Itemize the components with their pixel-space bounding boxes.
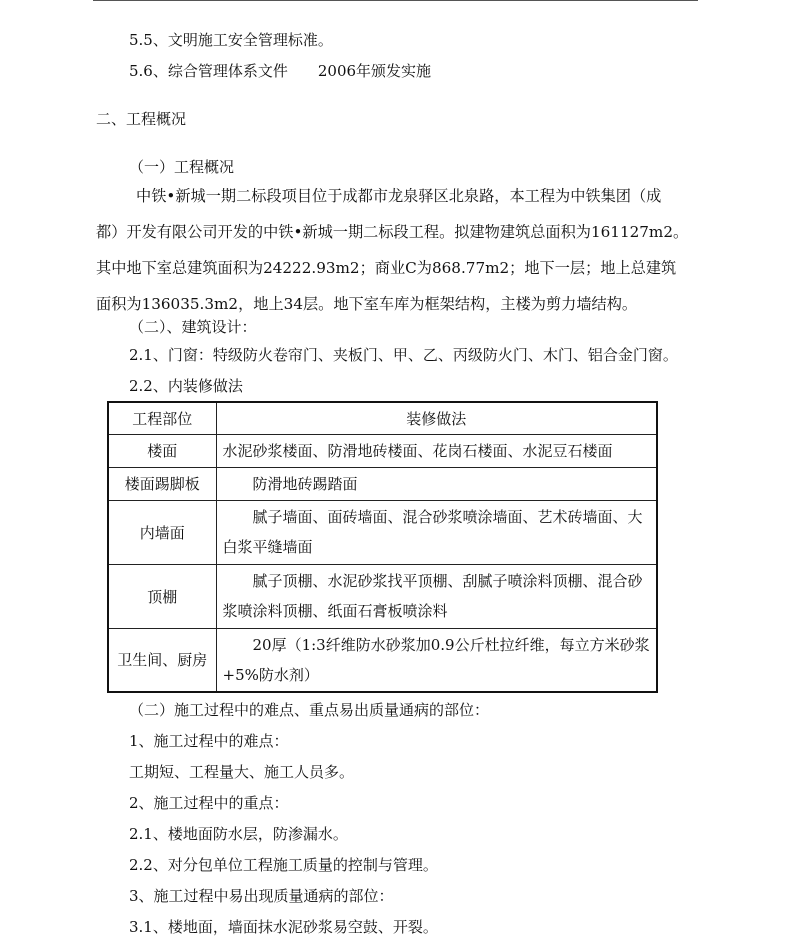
item-2-key-points: 2、施工过程中的重点：	[129, 794, 289, 812]
table-row	[108, 564, 657, 628]
header-method: 装修做法	[216, 402, 657, 434]
item-2-2-interior-finish: 2.2、内装修做法	[129, 377, 243, 395]
difficulties-text: 工期短、工程量大、施工人员多。	[129, 763, 355, 781]
cell-method: 腻子顶棚、水泥砂浆找平顶棚、刮腻子喷涂料顶棚、混合砂浆喷涂料顶棚、纸面石膏板喷涂料	[216, 564, 657, 628]
cell-part: 卫生间、厨房	[108, 628, 216, 692]
subsection-heading-design: （二）、建筑设计：	[129, 318, 257, 336]
item-1-difficulties: 1、施工过程中的难点：	[129, 732, 289, 750]
overview-line: 都）开发有限公司开发的中铁•新城一期二标段工程。拟建物建筑总面积为161127m2。	[96, 223, 689, 241]
table-row	[108, 434, 657, 467]
cell-part: 楼面踢脚板	[108, 467, 216, 500]
table-row	[108, 467, 657, 500]
cell-part: 内墙面	[108, 500, 216, 564]
overview-line: 其中地下室总建筑面积为24222.93m2；商业C为868.77m2；地下一层；地上总建筑	[96, 259, 677, 277]
subsection-heading-overview: （一）工程概况	[129, 158, 235, 176]
section-heading-overview: 二、工程概况	[96, 110, 187, 128]
table-row	[108, 628, 657, 692]
item-2-2: 2.2、对分包单位工程施工质量的控制与管理。	[129, 856, 438, 874]
item-3-common-defects: 3、施工过程中易出现质量通病的部位：	[129, 887, 394, 905]
item-3-1: 3.1、楼地面，墙面抹水泥砂浆易空鼓、开裂。	[129, 918, 438, 936]
overview-paragraph	[96, 178, 696, 322]
item-2-1-doors-windows: 2.1、门窗：特级防火卷帘门、夹板门、甲、乙、丙级防火门、木门、铝合金门窗。	[129, 346, 678, 364]
cell-part: 顶棚	[108, 564, 216, 628]
table-header-row	[108, 402, 657, 434]
item-5-5: 5.5、文明施工安全管理标准。	[129, 31, 333, 49]
cell-method: 腻子墙面、面砖墙面、混合砂浆喷涂墙面、艺术砖墙面、大白浆平缝墙面	[216, 500, 657, 564]
table-row	[108, 500, 657, 564]
item-2-1: 2.1、楼地面防水层，防渗漏水。	[129, 825, 348, 843]
header-part: 工程部位	[108, 402, 216, 434]
overview-line: 中铁•新城一期二标段项目位于成都市龙泉驿区北泉路，本工程为中铁集团（成	[136, 187, 662, 205]
cell-part: 楼面	[108, 434, 216, 467]
cell-method: 20厚（1:3纤维防水砂浆加0.9公斤杜拉纤维，每立方米砂浆+5%防水剂）	[216, 628, 657, 692]
page-top-rule	[93, 0, 698, 1]
overview-line: 面积为136035.3m2，地上34层。地下室车库为框架结构，主楼为剪力墙结构。	[96, 295, 638, 313]
cell-method: 水泥砂浆楼面、防滑地砖楼面、花岗石楼面、水泥豆石楼面	[216, 434, 657, 467]
interior-finish-table	[107, 401, 658, 693]
item-5-6: 5.6、综合管理体系文件 2006年颁发实施	[129, 62, 432, 80]
subsection-heading-difficulties: （二）施工过程中的难点、重点易出质量通病的部位：	[129, 701, 490, 719]
cell-method: 防滑地砖踢踏面	[216, 467, 657, 500]
